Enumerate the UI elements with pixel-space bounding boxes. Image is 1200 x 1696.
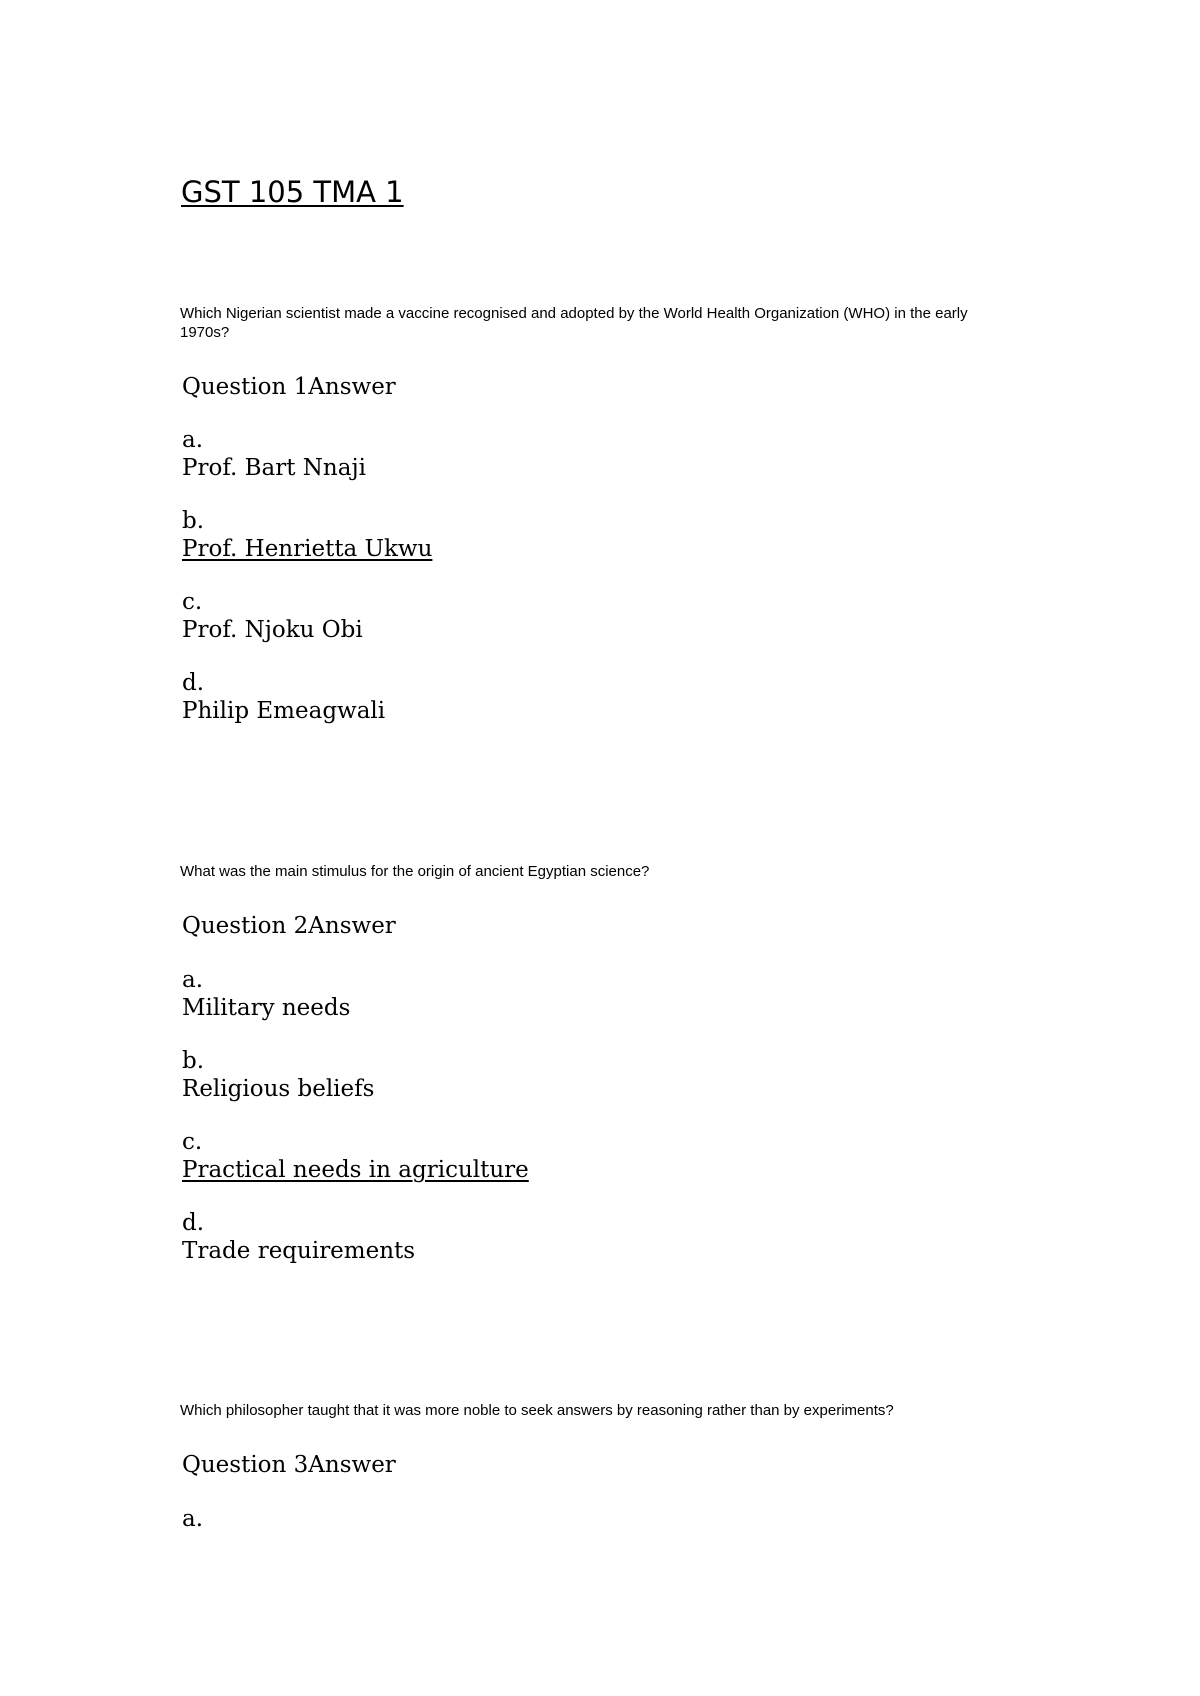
question-2-option-b — [182, 1047, 374, 1103]
question-1-option-c — [182, 588, 363, 644]
option-text: Trade requirements — [182, 1238, 416, 1264]
question-3-option-a — [182, 1505, 203, 1533]
option-text: Military needs — [182, 995, 351, 1021]
question-2-prompt: What was the main stimulus for the origin of ancient Egyptian science? — [180, 863, 650, 880]
option-text-marked: Prof. Henrietta Ukwu — [182, 536, 433, 562]
question-2-option-d — [182, 1209, 415, 1265]
document-title: GST 105 TMA 1 — [181, 175, 404, 209]
question-1-heading: Question 1Answer — [182, 374, 396, 400]
option-text: Prof. Bart Nnaji — [182, 455, 366, 481]
option-letter: c. — [182, 589, 203, 615]
option-letter: a. — [182, 967, 204, 993]
question-3-prompt: Which philosopher taught that it was more noble to seek answers by reasoning rather than by experiments? — [180, 1402, 894, 1419]
question-3-heading: Question 3Answer — [182, 1452, 396, 1478]
option-letter: c. — [182, 1129, 203, 1155]
option-text: Philip Emeagwali — [182, 698, 386, 724]
option-letter: b. — [182, 1048, 205, 1074]
question-1-option-a — [182, 426, 366, 482]
question-2-option-a — [182, 966, 350, 1022]
option-text: Prof. Njoku Obi — [182, 617, 363, 643]
option-letter: d. — [182, 1210, 205, 1236]
question-1-option-d — [182, 669, 385, 725]
question-2-option-c — [182, 1128, 529, 1184]
option-text-marked: Practical needs in agriculture — [182, 1157, 529, 1183]
option-text: Religious beliefs — [182, 1076, 375, 1102]
question-1-prompt: Which Nigerian scientist made a vaccine recognised and adopted by the World Health Organization (WHO) in the early 1970s? — [180, 305, 968, 341]
question-2-heading: Question 2Answer — [182, 913, 396, 939]
option-letter: d. — [182, 670, 205, 696]
option-letter: a. — [182, 427, 204, 453]
question-1-option-b — [182, 507, 432, 563]
option-letter: a. — [182, 1506, 204, 1532]
option-letter: b. — [182, 508, 205, 534]
